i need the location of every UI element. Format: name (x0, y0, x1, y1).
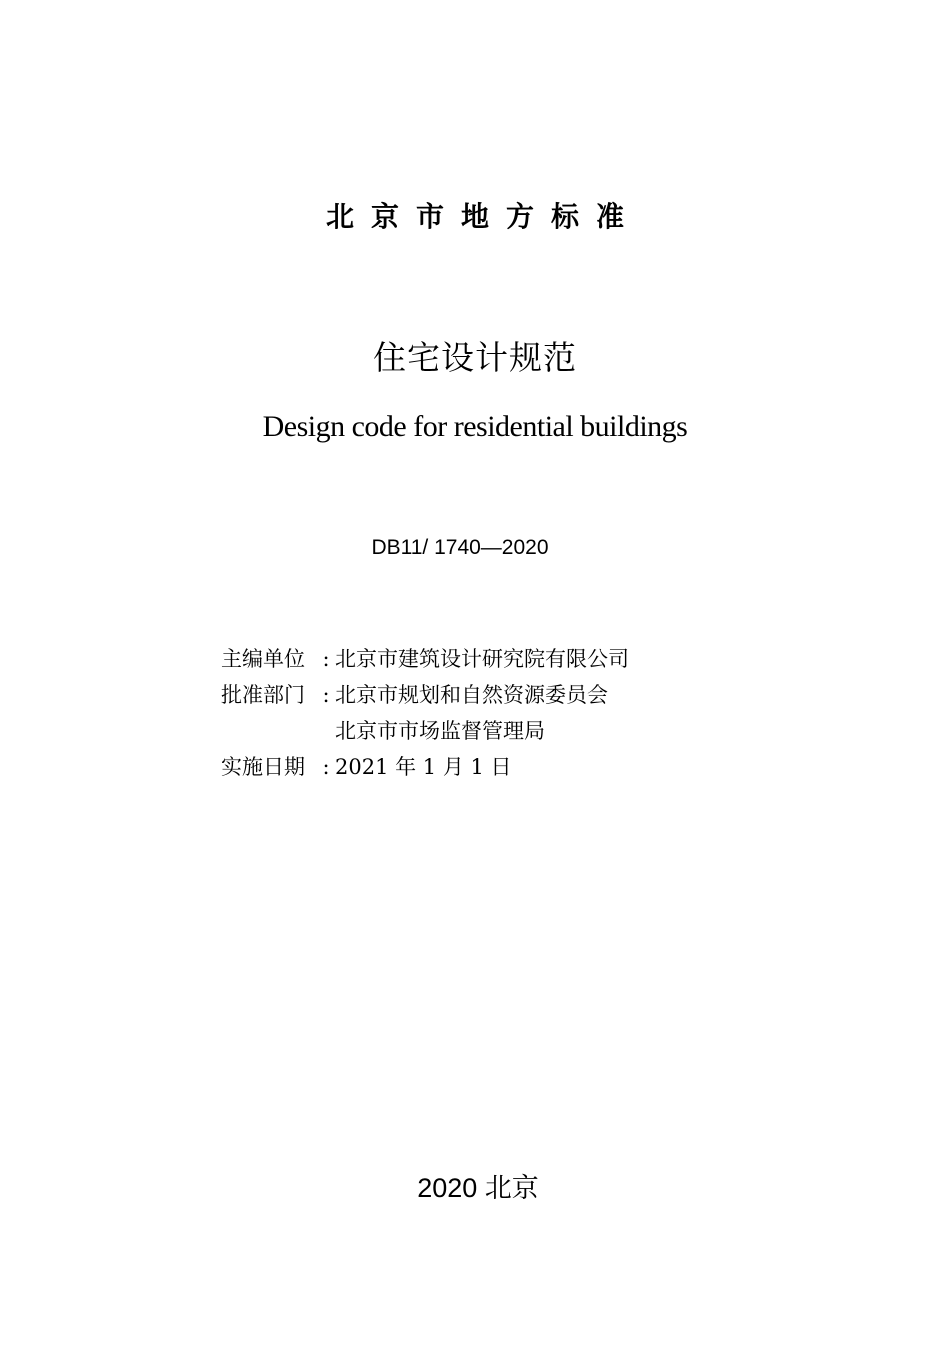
info-row-approval-dept-2 (221, 713, 629, 749)
document-title-english: Design code for residential buildings (262, 410, 688, 443)
standard-code: DB11/ 1740—2020 (371, 536, 549, 559)
info-row-chief-editor (221, 641, 629, 677)
info-row-approval-dept (221, 677, 629, 713)
info-value: 北京市市场监督管理局 (335, 719, 545, 743)
info-value: 2021 年 1 月 1 日 (335, 755, 512, 779)
info-value: 北京市建筑设计研究院有限公司 (335, 647, 629, 671)
info-colon: : (322, 647, 330, 671)
info-label: 实施日期 (221, 755, 305, 779)
document-title-chinese: 住宅设计规范 (373, 338, 577, 377)
publication-info (221, 641, 629, 785)
publication-year-place: 2020 北京 (417, 1173, 539, 1203)
info-value: 北京市规划和自然资源委员会 (335, 683, 608, 707)
info-label: 批准部门 (221, 683, 305, 707)
info-colon: : (322, 683, 330, 707)
info-label (221, 713, 317, 749)
info-row-effective-date (221, 749, 629, 785)
info-colon (317, 713, 335, 749)
info-label: 主编单位 (221, 647, 305, 671)
info-colon: : (322, 755, 330, 779)
standard-type-heading: 北京市地方标准 (325, 200, 641, 233)
